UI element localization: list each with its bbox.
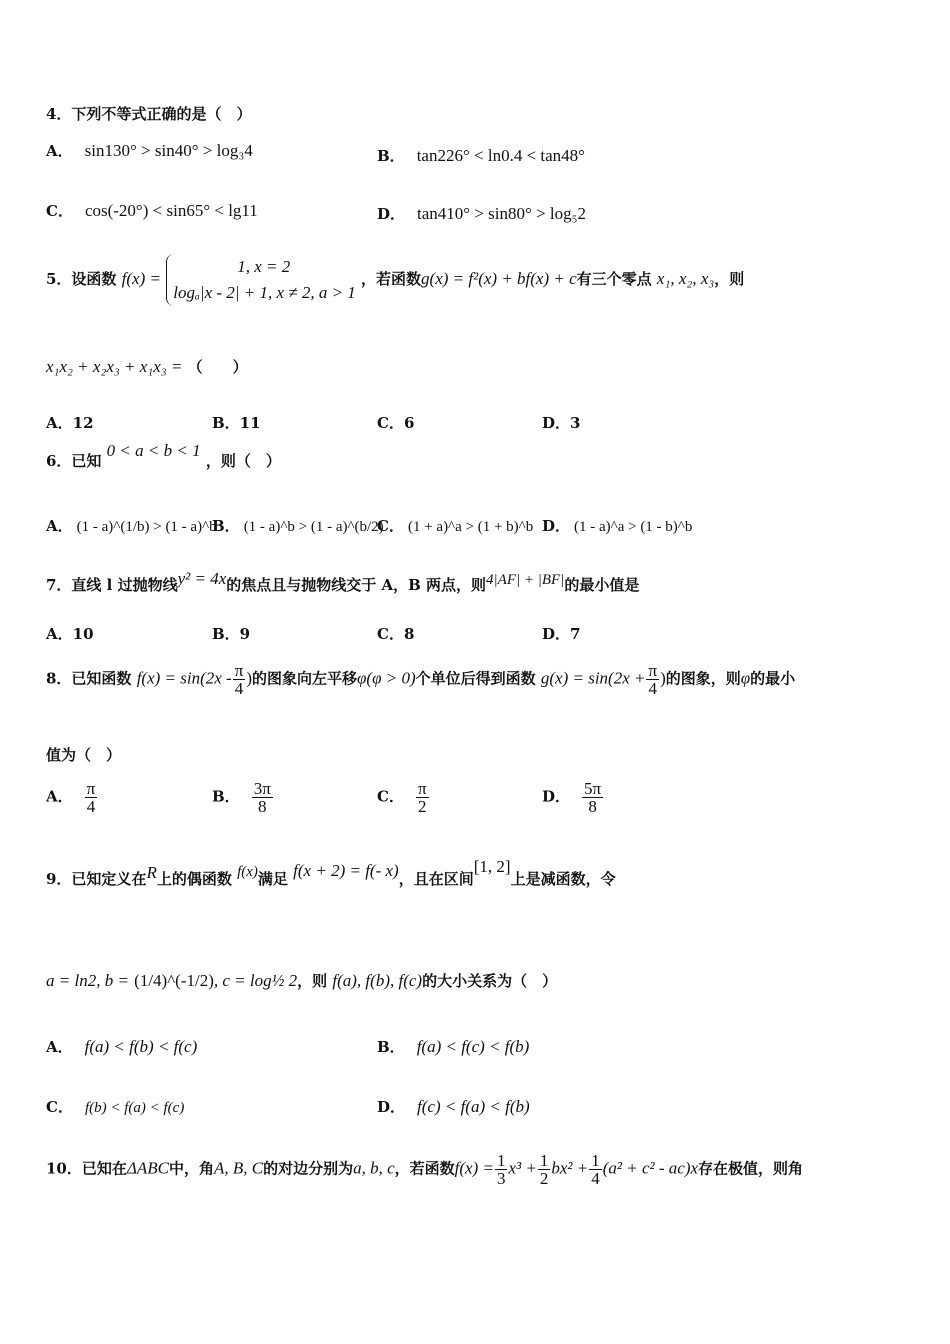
q7-pre: 7．直线 l 过抛物线 <box>46 576 178 594</box>
q5-option-a: A．12 <box>46 414 94 432</box>
q7-option-a: A．10 <box>46 625 94 643</box>
option-math: (1 + a)^a > (1 + b)^b <box>407 519 534 535</box>
q10-mid1: 中，角 <box>168 1159 214 1178</box>
q9-def-a: a = ln2, b = <box>46 971 129 990</box>
q7-post: 的最小值是 <box>564 576 640 594</box>
option-label: D． <box>377 205 406 223</box>
option-label: B． <box>212 787 240 806</box>
option-label: A． <box>46 787 73 806</box>
q8-option-c <box>377 780 430 815</box>
option-label: C． <box>46 202 73 220</box>
q10-f-a: f(x) = <box>454 1158 494 1178</box>
q7-option-c: C．8 <box>377 625 415 643</box>
frac-den: 8 <box>588 797 597 816</box>
q4-option-c <box>46 200 258 221</box>
option-label: D． <box>377 1098 406 1116</box>
option-label: C． <box>377 517 404 535</box>
q8-mid3: 的图象，则 <box>665 669 741 688</box>
q7-expr: 4|AF| + |BF| <box>486 572 565 588</box>
frac-den: 8 <box>257 797 267 816</box>
frac-den: 4 <box>591 1169 600 1188</box>
q8-g-left: g(x) = sin(2x + <box>540 668 646 688</box>
q5-zeros: x₁, x₂, x₃ <box>656 269 715 288</box>
option-math: cos(-20°) < sin65° < lg11 <box>84 201 258 220</box>
q9-option-c <box>46 1096 184 1117</box>
q8-stem <box>46 662 795 697</box>
q5-expr: x₁x₂ + x₂x₃ + x₁x₃ = <box>46 357 183 376</box>
q5-case2: logₐ|x - 2| + 1, x ≠ 2, a > 1 <box>173 283 356 302</box>
q6-option-d <box>542 515 692 536</box>
q6-option-a <box>46 515 217 536</box>
q10-f-b: x³ + <box>508 1158 537 1178</box>
frac-num: π <box>417 779 427 798</box>
q8-post: 的最小 <box>750 669 796 688</box>
q9-option-d <box>377 1096 530 1117</box>
q9-post: 上是减函数，令 <box>510 870 616 888</box>
q5-post: 有三个零点 <box>576 270 652 288</box>
q10-stem <box>46 1152 803 1187</box>
q8-g-right: ) <box>660 668 666 688</box>
q8-mid1: 的图象向左平移 <box>251 669 357 688</box>
q6-post: ，则（ ） <box>205 452 281 470</box>
q5-paren: （ ） <box>187 358 248 376</box>
q4-option-d <box>377 203 586 224</box>
q10-tri: ΔABC <box>126 1158 169 1178</box>
option-label: D． <box>542 517 571 535</box>
frac-den: 2 <box>539 1169 549 1188</box>
option-math: f(b) < f(a) < f(c) <box>84 1100 185 1116</box>
q9-mid1: 上的偶函数 <box>156 870 232 888</box>
q10-post: 存在极值，则角 <box>698 1159 804 1178</box>
q8-mid2: 个单位后得到函数 <box>415 669 536 688</box>
q8-f-left: f(x) = sin(2x - <box>136 668 232 688</box>
q5-option-d: D．3 <box>542 414 581 432</box>
q5-pre: 5．设函数 <box>46 270 117 288</box>
q4-option-a <box>46 140 253 161</box>
frac-den: 4 <box>86 797 96 816</box>
q5-case1: 1, x = 2 <box>237 257 291 276</box>
q5-line2 <box>46 356 248 377</box>
option-math: tan226° < ln0.4 < tan48° <box>416 146 585 165</box>
q9-interval: [1, 2] <box>473 857 511 876</box>
q6-cond: 0 < a < b < 1 <box>106 441 201 460</box>
option-label: A． <box>46 142 73 160</box>
option-label: A． <box>46 517 73 535</box>
q9-mid3: ，且在区间 <box>398 870 474 888</box>
q8-f-frac <box>233 662 246 697</box>
option-label: A． <box>46 1038 73 1056</box>
frac-num: 5π <box>584 779 602 798</box>
option-label: C． <box>46 1098 73 1116</box>
q9-line2 <box>46 970 557 991</box>
q8-phi2: φ <box>740 668 751 688</box>
q5-stem <box>46 254 744 306</box>
option-frac <box>582 780 603 815</box>
option-label: B． <box>377 1038 405 1056</box>
q9-eq: f(x + 2) = f(- x) <box>293 861 399 880</box>
option-math: (1 - a)^b > (1 - a)^(b/2) <box>243 519 384 535</box>
q9-stem <box>46 857 616 889</box>
option-label: C． <box>377 787 404 806</box>
q5-gx: g(x) = f²(x) + bf(x) + c <box>421 269 577 288</box>
q5-end: ，则 <box>714 270 745 288</box>
q7-mid: 的焦点且与抛物线交于 A，B 两点，则 <box>226 576 487 594</box>
q9-fs: f(a), f(b), f(c) <box>332 971 423 990</box>
option-frac <box>85 780 98 815</box>
q9-option-b <box>377 1036 529 1057</box>
q10-frac1 <box>495 1152 508 1187</box>
q10-frac2 <box>538 1152 551 1187</box>
q9-pre: 9．已知定义在 <box>46 870 147 888</box>
q7-parabola: y² = 4x <box>177 569 227 588</box>
q8-pre: 8．已知函数 <box>46 669 132 688</box>
q9-ask: 的大小关系为（ ） <box>422 972 558 990</box>
q8-g-frac <box>646 662 659 697</box>
q10-f-d: (a² + c² - ac)x <box>602 1158 699 1178</box>
q5-piecewise <box>166 254 356 306</box>
frac-num: π <box>86 779 96 798</box>
q10-f-c: bx² + <box>551 1158 589 1178</box>
q9-mid2: 满足 <box>257 870 288 888</box>
q8-option-b <box>212 780 274 815</box>
option-math: f(c) < f(a) < f(b) <box>417 1097 530 1116</box>
option-label: D． <box>542 787 571 806</box>
q10-mid2: 的对边分别为 <box>263 1159 354 1178</box>
option-label: B． <box>377 147 405 165</box>
frac-den: 3 <box>496 1169 506 1188</box>
q5-option-b: B．11 <box>212 414 261 432</box>
frac-num: 3π <box>253 779 271 798</box>
q7-stem <box>46 569 640 595</box>
frac-den: 4 <box>648 679 658 698</box>
q9-option-a <box>46 1036 197 1057</box>
option-math: f(a) < f(c) < f(b) <box>416 1037 530 1056</box>
q7-option-d: D．7 <box>542 625 581 643</box>
q10-angles: A, B, C <box>213 1158 264 1178</box>
q6-stem <box>46 441 281 471</box>
frac-num: π <box>648 661 658 680</box>
q8-phi: φ(φ > 0) <box>357 668 416 688</box>
frac-num: 1 <box>539 1151 549 1170</box>
q9-def-b: (1/4)^(-1/2) <box>134 971 214 990</box>
q8-f-right: ) <box>246 668 252 688</box>
q10-sides: a, b, c <box>353 1158 395 1178</box>
q9-then: ，则 <box>297 972 328 990</box>
q6-option-c <box>377 515 533 536</box>
q6-option-b <box>212 515 384 536</box>
option-math: (1 - a)^(1/b) > (1 - a)^b <box>76 519 217 535</box>
option-math: tan410° > sin80° > log₅2 <box>417 204 587 223</box>
q9-R: R <box>146 863 157 882</box>
q10-mid3: ，若函数 <box>394 1159 455 1178</box>
q6-pre: 6．已知 <box>46 452 102 470</box>
q7-option-b: B．9 <box>212 625 251 643</box>
frac-num: π <box>234 661 244 680</box>
frac-den: 2 <box>418 797 427 816</box>
option-math: (1 - a)^a > (1 - b)^b <box>574 519 693 535</box>
q5-fx: f(x) = <box>121 269 161 288</box>
option-math: sin130° > sin40° > log₃4 <box>84 141 253 160</box>
q10-frac3 <box>589 1152 602 1187</box>
frac-den: 4 <box>234 679 244 698</box>
frac-num: 1 <box>496 1151 506 1170</box>
option-frac <box>416 780 429 815</box>
q5-mid: ，若函数 <box>361 270 422 288</box>
option-label: B． <box>212 517 240 535</box>
q9-fx: f(x) <box>237 864 258 880</box>
q4-option-b <box>377 145 585 166</box>
q8-option-d <box>542 780 604 815</box>
frac-num: 1 <box>591 1151 600 1170</box>
q9-def-c: , c = log½ 2 <box>213 971 298 990</box>
q5-option-c: C．6 <box>377 414 415 432</box>
option-frac <box>252 780 273 815</box>
q8-option-a <box>46 780 98 815</box>
q8-line2: 值为（ ） <box>46 746 122 764</box>
q10-pre: 10．已知在 <box>46 1159 127 1178</box>
q4-stem: 4．下列不等式正确的是（ ） <box>46 105 252 123</box>
option-math: f(a) < f(b) < f(c) <box>84 1037 198 1056</box>
